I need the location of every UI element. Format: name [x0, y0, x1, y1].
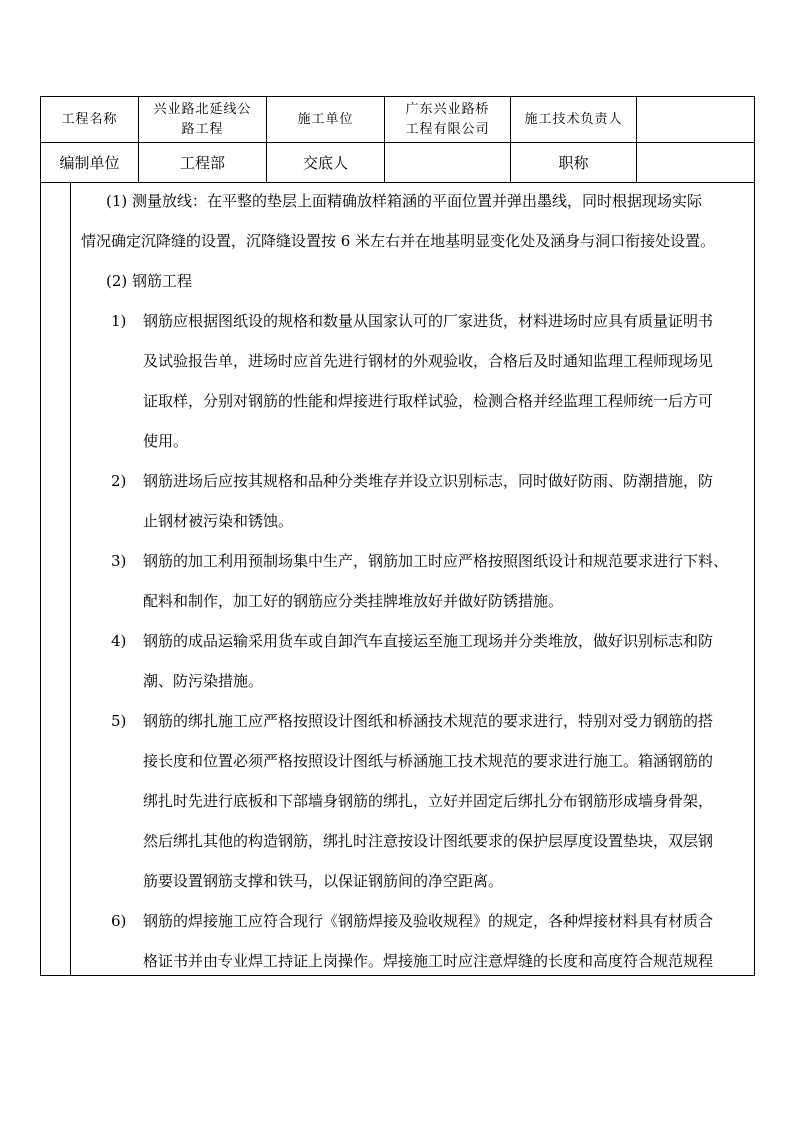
compiler-label: 编制单位 — [41, 143, 139, 182]
construction-unit-label: 施工单位 — [267, 97, 385, 142]
compiler-value: 工程部 — [139, 143, 267, 182]
title-label: 职称 — [511, 143, 637, 182]
list-item-line: 证取样，分别对钢筋的性能和焊接进行取样试验，检测合格并经监理工程师统一后方可 — [143, 392, 714, 410]
list-item-line: 钢筋的加工利用预制场集中生产，钢筋加工时应严格按照图纸设计和规范要求进行下料、 — [143, 552, 729, 570]
handover-person-value — [385, 143, 511, 182]
list-item-line: 筋要设置钢筋支撑和铁马，以保证钢筋间的净空距离。 — [143, 872, 504, 890]
list-item-line: 钢筋的绑扎施工应严格按照设计图纸和桥涵技术规范的要求进行，特别对受力钢筋的搭 — [143, 712, 714, 730]
construction-unit-value: 广东兴业路桥 工程有限公司 — [385, 97, 511, 142]
list-item-line: 潮、防污染措施。 — [143, 672, 264, 690]
list-item-line: 及试验报告单，进场时应首先进行钢材的外观验收，合格后及时通知监理工程师现场见 — [143, 352, 714, 370]
list-item-line: 止钢材被污染和锈蚀。 — [143, 512, 294, 530]
title-value — [637, 143, 754, 182]
content-body — [71, 183, 754, 975]
left-margin-column — [41, 183, 71, 975]
project-name-label: 工程名称 — [41, 97, 139, 142]
section-2-heading: (2) 钢筋工程 — [106, 272, 193, 290]
list-item-line: 钢筋应根据图纸设的规格和数量从国家认可的厂家进货，材料进场时应具有质量证明书 — [143, 312, 714, 330]
list-item-line: 钢筋的焊接施工应符合现行《钢筋焊接及验收规程》的规定，各种焊接材料具有材质合 — [143, 912, 714, 930]
project-name-value: 兴业路北延线公 路工程 — [139, 97, 267, 142]
list-item-number: 2) — [111, 472, 127, 490]
list-item-line: 配料和制作，加工好的钢筋应分类挂牌堆放好并做好防锈措施。 — [143, 592, 564, 610]
list-item-line: 接长度和位置必须严格按照设计图纸与桥涵施工技术规范的要求进行施工。箱涵钢筋的 — [143, 752, 714, 770]
handover-form — [40, 96, 755, 976]
list-item-line: 格证书并由专业焊工持证上岗操作。焊接施工时应注意焊缝的长度和高度符合规范规程 — [143, 952, 714, 970]
list-item-line: 钢筋的成品运输采用货车或自卸汽车直接运至施工现场并分类堆放，做好识别标志和防 — [143, 632, 714, 650]
list-item-number: 1) — [111, 312, 127, 330]
handover-person-label: 交底人 — [267, 143, 385, 182]
list-item-line: 然后绑扎其他的构造钢筋，绑扎时注意按设计图纸要求的保护层厚度设置垫块，双层钢 — [143, 832, 714, 850]
section-1-line-2: 情况确定沉降缝的设置，沉降缝设置按 6 米左右并在地基明显变化处及涵身与洞口衔接处设置。 — [81, 232, 716, 250]
header-row-1 — [41, 97, 754, 143]
list-item-line: 绑扎时先进行底板和下部墙身钢筋的绑扎，立好并固定后绑扎分布钢筋形成墙身骨架， — [143, 792, 714, 810]
tech-leader-value — [637, 97, 754, 142]
section-1-line-1: (1) 测量放线：在平整的垫层上面精确放样箱涵的平面位置并弹出墨线，同时根据现场实际 — [106, 192, 703, 210]
list-item-number: 6) — [111, 912, 127, 930]
list-item-number: 5) — [111, 712, 127, 730]
list-item-line: 使用。 — [143, 432, 189, 450]
tech-leader-label: 施工技术负责人 — [511, 97, 637, 142]
list-item-line: 钢筋进场后应按其规格和品种分类堆存并设立识别标志，同时做好防雨、防潮措施，防 — [143, 472, 714, 490]
list-item-number: 4) — [111, 632, 127, 650]
list-item-number: 3) — [111, 552, 127, 570]
header-row-2 — [41, 143, 754, 183]
